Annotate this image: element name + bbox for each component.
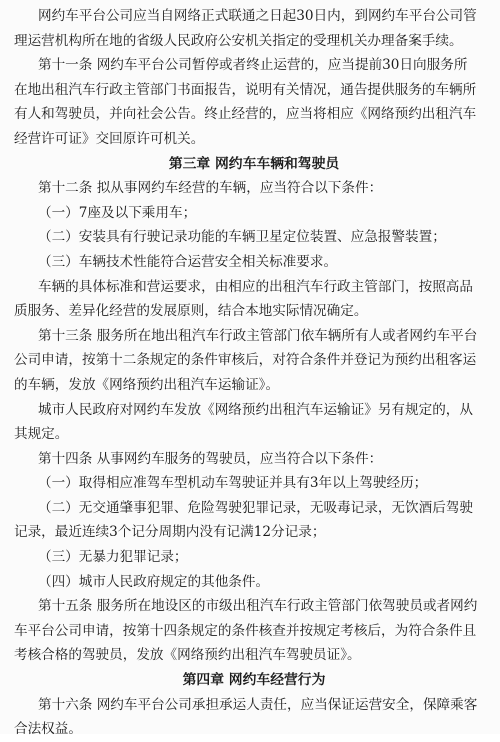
text-line: （二）安装具有行驶记录功能的车辆卫星定位装置、应急报警装置；	[38, 229, 446, 246]
text-line: （二）无交通肇事犯罪、危险驾驶犯罪记录，无吸毒记录，无饮酒后驾驶	[38, 499, 473, 516]
text-line: 理运营机构所在地的省级人民政府公安机关指定的受理机关办理备案手续。	[14, 32, 463, 49]
text-line: 第十二条 拟从事网约车经营的车辆，应当符合以下条件：	[38, 180, 383, 197]
text-line: 第十五条 服务所在地设区的市级出租汽车行政主管部门依驾驶员或者网约	[38, 598, 478, 615]
text-line: 合法权益。	[14, 721, 82, 738]
text-line: 城市人民政府对网约车发放《网络预约出租汽车运输证》另有规定的，从	[38, 401, 473, 418]
text-line: （一）7座及以下乘用车；	[38, 204, 197, 221]
text-line: 经营许可证》交回原许可机关。	[14, 130, 205, 147]
text-line: 车平台公司申请，按第十四条规定的条件核查并按规定考核后，为符合条件且	[14, 622, 477, 639]
text-line: 在地出租汽车行政主管部门书面报告，说明有关情况，通告提供服务的车辆所	[14, 81, 477, 98]
text-line: 网约车平台公司应当自网络正式联通之日起30日内，到网约车平台公司管	[38, 8, 477, 24]
chapter-heading: 第三章 网约车车辆和驾驶员	[168, 155, 340, 172]
text-line: 考核合格的驾驶员，发放《网络预约出租汽车驾驶员证》。	[14, 647, 361, 664]
text-line: 第十六条 网约车平台公司承担承运人责任，应当保证运营安全，保障乘客	[38, 696, 478, 713]
text-line: 第十四条 从事网约车服务的驾驶员，应当符合以下条件：	[38, 450, 383, 467]
text-line: 第十三条 服务所在地出租汽车行政主管部门依车辆所有人或者网约车平台	[38, 327, 478, 344]
text-line: 有人和驾驶员，并向社会公告。终止经营的，应当将相应《网络预约出租汽车	[14, 106, 477, 123]
text-line: 第十一条 网约车平台公司暂停或者终止运营的，应当提前30日向服务所	[38, 57, 468, 74]
text-line: 的车辆，发放《网络预约出租汽车运输证》。	[14, 376, 280, 393]
text-line: 其规定。	[14, 426, 69, 443]
text-line: 记录，最近连续3个记分周期内没有记满12分记录；	[14, 524, 326, 541]
text-line: （一）取得相应准驾车型机动车驾驶证并具有3年以上驾驶经历；	[38, 475, 428, 492]
text-line: 车辆的具体标准和营运要求，由相应的出租汽车行政主管部门，按照高品	[38, 278, 473, 295]
text-line: （三）无暴力犯罪记录；	[38, 549, 188, 566]
document-body	[14, 4, 494, 742]
chapter-heading: 第四章 网约车经营行为	[182, 672, 326, 689]
text-line: （四）城市人民政府规定的其他条件。	[38, 573, 270, 590]
text-line: （三）车辆技术性能符合运营安全相关标准要求。	[38, 253, 338, 270]
text-line: 公司申请，按第十二条规定的条件审核后，对符合条件并登记为预约出租客运	[14, 352, 477, 369]
text-line: 质服务、差异化经营的发展原则，结合本地实际情况确定。	[14, 303, 368, 320]
